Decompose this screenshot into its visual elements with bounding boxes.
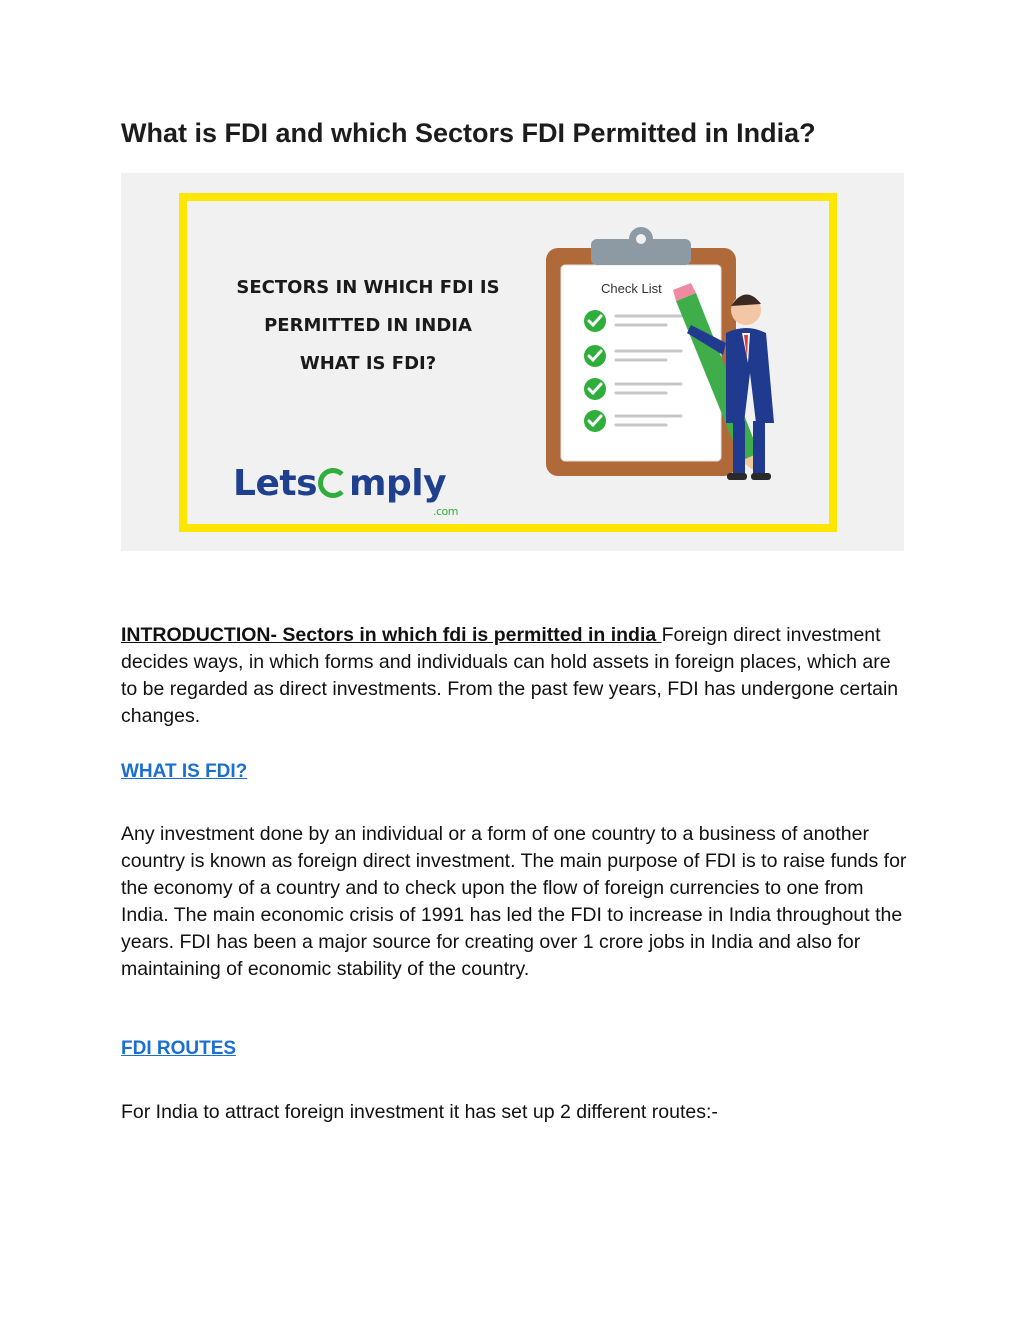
- banner-image: [121, 173, 904, 551]
- logo-dotcom: .com: [433, 505, 458, 518]
- logo-text-left: Lets: [233, 463, 317, 504]
- banner-headline-line1: SECTORS IN WHICH FDI IS: [236, 277, 500, 298]
- intro-text: Foreign direct investment decides ways, in which forms and individuals can hold assets in foreign places, which are to be regarded as direct investments. From the past few years, FDI has undergone certain changes.: [121, 624, 899, 727]
- intro-label: INTRODUCTION- Sectors in which fdi is permitted in india: [121, 624, 662, 646]
- intro-paragraph: [121, 622, 911, 730]
- logo-text-right: mply: [349, 463, 447, 504]
- clipboard-illustration: [121, 173, 904, 551]
- fdi-routes-paragraph: For India to attract foreign investment it has set up 2 different routes:-: [121, 1101, 718, 1123]
- banner-headline-line2: PERMITTED IN INDIA: [264, 315, 472, 336]
- fdi-routes-link[interactable]: FDI ROUTES: [121, 1038, 237, 1059]
- clipboard-label: Check List: [601, 281, 662, 296]
- banner-headline-line3: WHAT IS FDI?: [299, 353, 437, 374]
- what-is-fdi-link[interactable]: WHAT IS FDI?: [121, 761, 248, 782]
- page-title: What is FDI and which Sectors FDI Permitted in India?: [121, 118, 816, 148]
- what-is-fdi-paragraph: Any investment done by an individual or a form of one country to a business of another country is known as foreign direct investment. The main purpose of FDI is to raise funds for the economy of a country and to check upon the flow of foreign currencies to one from India. The main economic crisis of 1991 has led the FDI to increase in India throughout the years. FDI has been a major source for creating over 1 crore jobs in India and also for maintaining of economic stability of the country.: [121, 823, 907, 980]
